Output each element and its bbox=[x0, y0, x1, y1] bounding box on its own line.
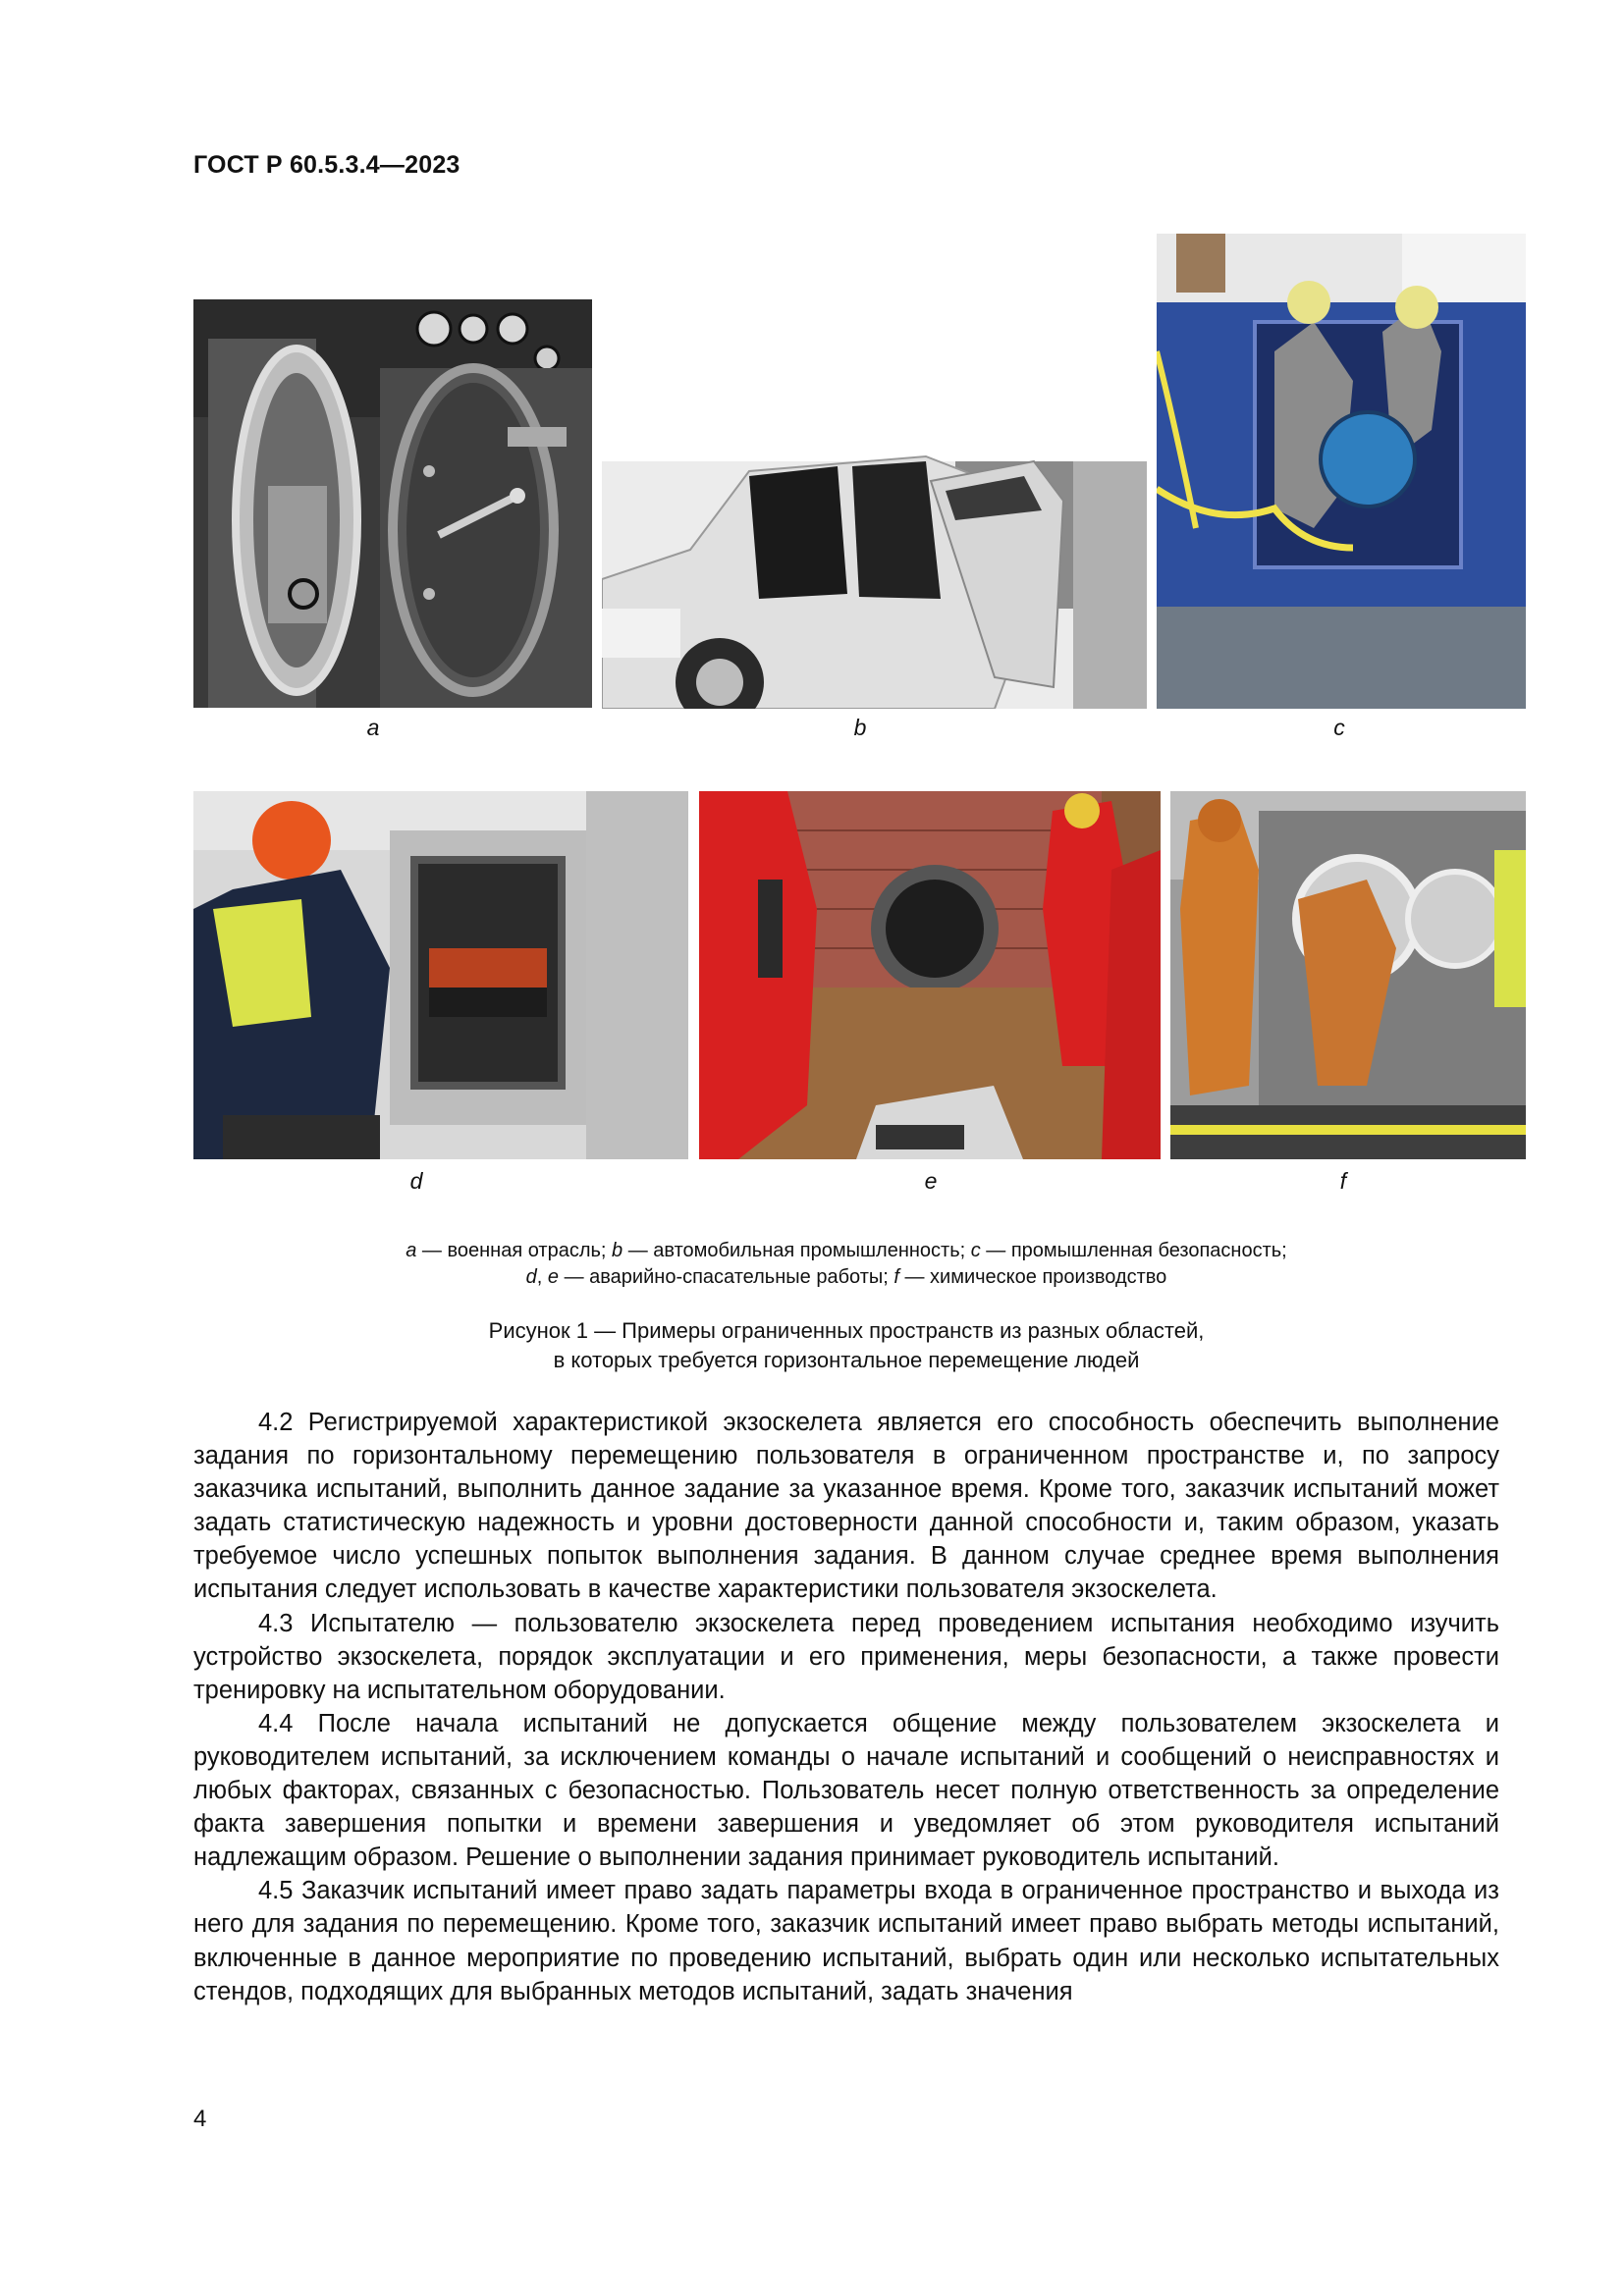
legend-text-b: — автомобильная промышленность; bbox=[623, 1240, 971, 1261]
document-header: ГОСТ Р 60.5.3.4—2023 bbox=[193, 151, 460, 179]
photo-label-e: e bbox=[924, 1168, 938, 1194]
paragraph-4-2: 4.2 Регистрируемой характеристикой экзоскелета является его способность обеспечить выполнение задания по горизонтальному перемещению пользователя в ограниченном пространстве и, по запросу заказчика испытаний, выполнить данное задание за указанное время. Кроме того, заказчик испытаний может задать статистическую надежность и уровни достоверности данной способности и, таким образом, указать требуемое число успешных попыток выполнения задания. В данном случае среднее время выполнения испытания следует использовать в качестве характеристики пользователя экзоскелета. bbox=[193, 1409, 1499, 1604]
legend-key-a: a bbox=[406, 1240, 417, 1261]
legend-line-1 bbox=[193, 1238, 1499, 1264]
photo-label-d: d bbox=[409, 1168, 423, 1194]
legend-text-e: — аварийно-спасательные работы; bbox=[559, 1266, 894, 1288]
legend-text-a: — военная отрасль; bbox=[416, 1240, 613, 1261]
figure-photo-e bbox=[699, 791, 1161, 1159]
figure-caption bbox=[193, 1316, 1499, 1375]
legend-key-c: c bbox=[970, 1240, 981, 1261]
photo-label-a: a bbox=[366, 715, 380, 740]
page-number: 4 bbox=[193, 2106, 207, 2132]
legend-text-c: — промышленная безопасность; bbox=[980, 1240, 1287, 1261]
paragraph-4-3: 4.3 Испытателю — пользователю экзоскелета перед проведением испытания необходимо изучить устройство экзоскелета, порядок эксплуатации и его применения, меры безопасности, а также провести тренировку на испытательном оборудовании. bbox=[193, 1609, 1499, 1704]
body-text bbox=[193, 1406, 1499, 2008]
figure-photo-a bbox=[193, 299, 592, 708]
legend-text-f: — химическое производство bbox=[898, 1266, 1167, 1288]
paragraph-4-5: 4.5 Заказчик испытаний имеет право задать параметры входа в ограниченное пространство и выхода из него для задания по перемещению. Кроме того, заказчик испытаний имеет право выбрать методы испытаний, включенные в данное мероприятие по проведению испытаний, выбрать один или несколько испытательных стендов, подходящих для выбранных методов испытаний, задать значения bbox=[193, 1877, 1499, 2005]
figure-photo-b bbox=[602, 432, 1147, 709]
figure-photo-f bbox=[1170, 791, 1526, 1159]
photo-label-b: b bbox=[853, 715, 867, 740]
figure-photo-c bbox=[1157, 234, 1526, 709]
caption-line-1: Рисунок 1 — Примеры ограниченных пространств из разных областей, bbox=[488, 1318, 1205, 1343]
paragraph-4-4: 4.4 После начала испытаний не допускается общение между пользователем экзоскелета и руководителем испытаний, за исключением команды о начале испытаний и сообщений о неисправностях и любых факторах, связанных с безопасностью. Пользователь несет полную ответственность за определение факта завершения попытки и времени завершения и уведомляет об этом руководителя испытаний надлежащим образом. Решение о выполнении задания принимает руководитель испытаний. bbox=[193, 1709, 1499, 1872]
figure-legend bbox=[193, 1238, 1499, 1291]
legend-line-2 bbox=[193, 1264, 1499, 1291]
caption-line-2: в которых требуется горизонтальное перемещение людей bbox=[553, 1348, 1140, 1372]
photo-label-f: f bbox=[1339, 1168, 1347, 1194]
legend-key-d: d bbox=[525, 1266, 537, 1288]
legend-key-f: f bbox=[893, 1266, 899, 1288]
legend-key-b: b bbox=[612, 1240, 623, 1261]
figure-photo-d bbox=[193, 791, 688, 1159]
legend-key-e: e bbox=[547, 1266, 560, 1288]
photo-label-c: c bbox=[1333, 715, 1345, 740]
legend-text-d: , bbox=[536, 1266, 548, 1288]
